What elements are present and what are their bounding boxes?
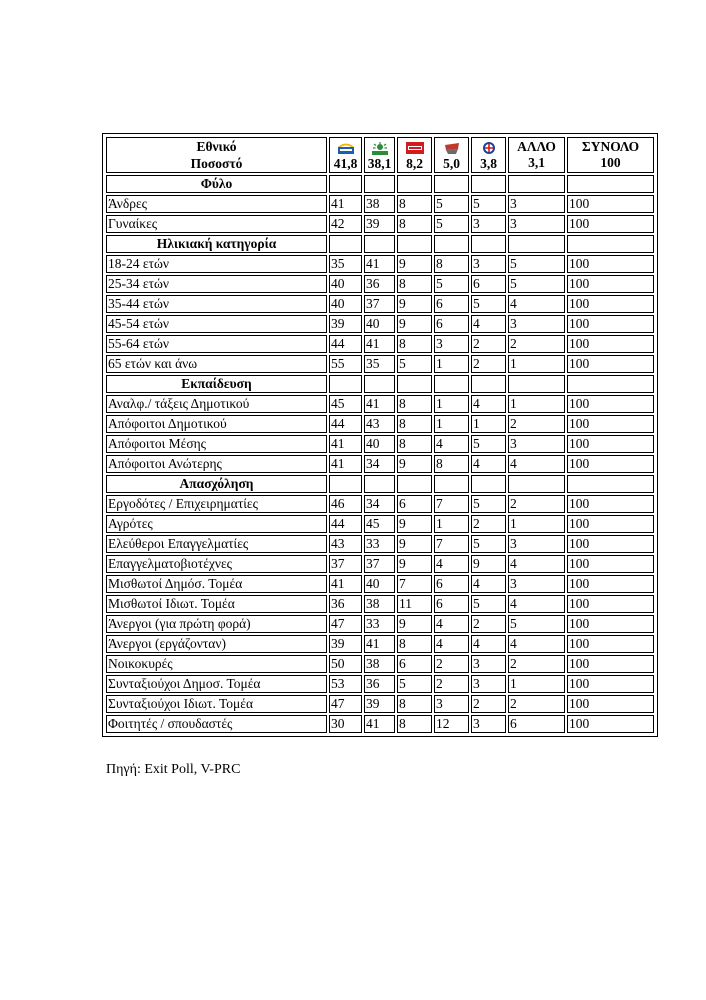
row-label: 25-34 ετών: [106, 275, 327, 293]
row-label: Άνεργοι (για πρώτη φορά): [106, 615, 327, 633]
section-row: [106, 175, 654, 193]
empty-cell: [364, 475, 395, 493]
value-cell: 50: [329, 655, 362, 673]
table-row: [106, 595, 654, 613]
party-logo-laos-icon: [479, 141, 499, 155]
value-cell: 7: [434, 495, 469, 513]
row-label: 18-24 ετών: [106, 255, 327, 273]
value-cell: 38: [364, 195, 395, 213]
value-cell: 4: [508, 555, 565, 573]
value-cell: 8: [434, 455, 469, 473]
value-cell: 3: [434, 335, 469, 353]
value-cell: 1: [508, 515, 565, 533]
header-party-5-value: 3,8: [480, 156, 497, 171]
row-label: Απόφοιτοι Ανώτερης: [106, 455, 327, 473]
header-party-4: [434, 137, 469, 173]
empty-cell: [364, 175, 395, 193]
value-cell: 100: [567, 255, 654, 273]
empty-cell: [397, 175, 432, 193]
value-cell: 100: [567, 595, 654, 613]
row-label: Άνεργοι (εργάζονταν): [106, 635, 327, 653]
value-cell: 1: [508, 395, 565, 413]
table-row: [106, 615, 654, 633]
section-label: Εκπαίδευση: [106, 375, 327, 393]
value-cell: 3: [471, 255, 506, 273]
value-cell: 100: [567, 435, 654, 453]
value-cell: 100: [567, 655, 654, 673]
value-cell: 34: [364, 455, 395, 473]
value-cell: 41: [329, 575, 362, 593]
value-cell: 53: [329, 675, 362, 693]
table-row: [106, 555, 654, 573]
empty-cell: [567, 175, 654, 193]
value-cell: 8: [397, 695, 432, 713]
value-cell: 9: [397, 455, 432, 473]
table-row: [106, 355, 654, 373]
value-cell: 41: [364, 395, 395, 413]
value-cell: 3: [508, 435, 565, 453]
value-cell: 40: [364, 575, 395, 593]
value-cell: 3: [508, 215, 565, 233]
table-row: [106, 275, 654, 293]
row-label: Απόφοιτοι Μέσης: [106, 435, 327, 453]
value-cell: 9: [397, 615, 432, 633]
value-cell: 3: [508, 535, 565, 553]
value-cell: 4: [471, 575, 506, 593]
value-cell: 1: [434, 355, 469, 373]
value-cell: 4: [434, 635, 469, 653]
value-cell: 100: [567, 415, 654, 433]
value-cell: 5: [471, 495, 506, 513]
value-cell: 41: [329, 455, 362, 473]
value-cell: 3: [434, 695, 469, 713]
value-cell: 39: [364, 215, 395, 233]
table-row: [106, 495, 654, 513]
value-cell: 41: [329, 195, 362, 213]
header-party-5: [471, 137, 506, 173]
empty-cell: [508, 375, 565, 393]
value-cell: 12: [434, 715, 469, 733]
value-cell: 7: [434, 535, 469, 553]
value-cell: 8: [397, 215, 432, 233]
value-cell: 6: [397, 495, 432, 513]
value-cell: 5: [434, 215, 469, 233]
value-cell: 36: [329, 595, 362, 613]
source-note: Πηγή: Exit Poll, V-PRC: [106, 762, 241, 777]
header-national-percentage: [106, 137, 327, 173]
value-cell: 2: [471, 355, 506, 373]
table-row: [106, 715, 654, 733]
row-label: 65 ετών και άνω: [106, 355, 327, 373]
value-cell: 9: [397, 555, 432, 573]
table-row: [106, 215, 654, 233]
value-cell: 100: [567, 355, 654, 373]
value-cell: 43: [364, 415, 395, 433]
value-cell: 100: [567, 395, 654, 413]
value-cell: 6: [397, 655, 432, 673]
header-total-value: 100: [600, 155, 621, 170]
empty-cell: [397, 235, 432, 253]
value-cell: 4: [434, 555, 469, 573]
value-cell: 6: [471, 275, 506, 293]
value-cell: 9: [397, 515, 432, 533]
party-logo-nd-icon: [336, 141, 356, 155]
value-cell: 100: [567, 715, 654, 733]
value-cell: 8: [397, 335, 432, 353]
value-cell: 5: [508, 275, 565, 293]
value-cell: 8: [397, 415, 432, 433]
empty-cell: [434, 175, 469, 193]
results-table: [104, 135, 656, 735]
value-cell: 2: [471, 335, 506, 353]
value-cell: 41: [364, 255, 395, 273]
value-cell: 42: [329, 215, 362, 233]
header-party-2-value: 38,1: [367, 156, 392, 171]
results-table-frame: [102, 133, 658, 737]
value-cell: 7: [397, 575, 432, 593]
value-cell: 100: [567, 335, 654, 353]
party-logo-pasok-icon: [370, 141, 390, 155]
empty-cell: [364, 375, 395, 393]
value-cell: 9: [397, 535, 432, 553]
row-label: 35-44 ετών: [106, 295, 327, 313]
row-label: Επαγγελματοβιοτέχνες: [106, 555, 327, 573]
empty-cell: [567, 375, 654, 393]
table-row: [106, 695, 654, 713]
header-party-1-value: 41,8: [333, 156, 358, 171]
empty-cell: [434, 475, 469, 493]
header-label-line1: Εθνικό: [196, 139, 237, 154]
value-cell: 100: [567, 315, 654, 333]
empty-cell: [397, 475, 432, 493]
section-label: Απασχόληση: [106, 475, 327, 493]
table-row: [106, 655, 654, 673]
value-cell: 6: [434, 595, 469, 613]
empty-cell: [364, 235, 395, 253]
empty-cell: [508, 175, 565, 193]
value-cell: 8: [397, 435, 432, 453]
value-cell: 5: [434, 275, 469, 293]
table-row: [106, 515, 654, 533]
header-other: [508, 137, 565, 173]
value-cell: 47: [329, 695, 362, 713]
header-total: [567, 137, 654, 173]
value-cell: 36: [364, 275, 395, 293]
value-cell: 8: [397, 395, 432, 413]
value-cell: 100: [567, 195, 654, 213]
section-row: [106, 475, 654, 493]
value-cell: 3: [471, 215, 506, 233]
value-cell: 41: [364, 635, 395, 653]
row-label: Αναλφ./ τάξεις Δημοτικού: [106, 395, 327, 413]
value-cell: 38: [364, 655, 395, 673]
value-cell: 8: [434, 255, 469, 273]
row-label: Νοικοκυρές: [106, 655, 327, 673]
empty-cell: [471, 175, 506, 193]
value-cell: 8: [397, 635, 432, 653]
section-label: Φύλο: [106, 175, 327, 193]
row-label: Μισθωτοί Δημόσ. Τομέα: [106, 575, 327, 593]
section-label: Ηλικιακή κατηγορία: [106, 235, 327, 253]
value-cell: 100: [567, 535, 654, 553]
table-row: [106, 415, 654, 433]
value-cell: 3: [508, 315, 565, 333]
value-cell: 35: [329, 255, 362, 273]
value-cell: 2: [508, 415, 565, 433]
value-cell: 9: [397, 255, 432, 273]
value-cell: 3: [508, 575, 565, 593]
value-cell: 40: [364, 435, 395, 453]
table-row: [106, 535, 654, 553]
party-logo-syn-icon: [442, 141, 462, 155]
value-cell: 30: [329, 715, 362, 733]
value-cell: 5: [471, 295, 506, 313]
value-cell: 36: [364, 675, 395, 693]
empty-cell: [471, 235, 506, 253]
value-cell: 45: [329, 395, 362, 413]
header-party-2: [364, 137, 395, 173]
value-cell: 4: [471, 395, 506, 413]
value-cell: 39: [329, 635, 362, 653]
value-cell: 41: [329, 435, 362, 453]
value-cell: 100: [567, 215, 654, 233]
party-logo-kke-icon: [405, 141, 425, 155]
value-cell: 35: [364, 355, 395, 373]
header-label-line2: Ποσοστό: [190, 156, 243, 171]
value-cell: 100: [567, 275, 654, 293]
table-row: [106, 195, 654, 213]
table-row: [106, 435, 654, 453]
table-row: [106, 455, 654, 473]
value-cell: 2: [471, 695, 506, 713]
table-row: [106, 295, 654, 313]
value-cell: 39: [329, 315, 362, 333]
row-label: Μισθωτοί Ιδιωτ. Τομέα: [106, 595, 327, 613]
value-cell: 2: [508, 695, 565, 713]
value-cell: 8: [397, 275, 432, 293]
row-label: Εργοδότες / Επιχειρηματίες: [106, 495, 327, 513]
row-label: Φοιτητές / σπουδαστές: [106, 715, 327, 733]
value-cell: 46: [329, 495, 362, 513]
header-other-value: 3,1: [528, 155, 545, 170]
value-cell: 5: [397, 355, 432, 373]
table-header-row: [106, 137, 654, 173]
value-cell: 6: [508, 715, 565, 733]
row-label: Άνδρες: [106, 195, 327, 213]
value-cell: 11: [397, 595, 432, 613]
empty-cell: [397, 375, 432, 393]
table-row: [106, 315, 654, 333]
value-cell: 37: [364, 295, 395, 313]
value-cell: 4: [471, 455, 506, 473]
value-cell: 4: [508, 455, 565, 473]
value-cell: 100: [567, 635, 654, 653]
empty-cell: [508, 235, 565, 253]
value-cell: 4: [508, 595, 565, 613]
table-row: [106, 635, 654, 653]
value-cell: 100: [567, 675, 654, 693]
value-cell: 8: [397, 195, 432, 213]
value-cell: 2: [434, 675, 469, 693]
empty-cell: [434, 235, 469, 253]
value-cell: 37: [364, 555, 395, 573]
value-cell: 2: [471, 515, 506, 533]
value-cell: 39: [364, 695, 395, 713]
value-cell: 3: [508, 195, 565, 213]
row-label: Συνταξιούχοι Δημοσ. Τομέα: [106, 675, 327, 693]
value-cell: 100: [567, 455, 654, 473]
value-cell: 34: [364, 495, 395, 513]
value-cell: 100: [567, 495, 654, 513]
value-cell: 6: [434, 315, 469, 333]
header-party-3-value: 8,2: [406, 156, 423, 171]
value-cell: 5: [471, 595, 506, 613]
value-cell: 43: [329, 535, 362, 553]
value-cell: 37: [329, 555, 362, 573]
table-row: [106, 675, 654, 693]
empty-cell: [329, 375, 362, 393]
row-label: 55-64 ετών: [106, 335, 327, 353]
value-cell: 2: [434, 655, 469, 673]
value-cell: 1: [508, 675, 565, 693]
header-total-label: ΣΥΝΟΛΟ: [581, 139, 640, 154]
table-row: [106, 335, 654, 353]
header-other-label: ΑΛΛΟ: [517, 139, 556, 154]
empty-cell: [471, 475, 506, 493]
value-cell: 100: [567, 295, 654, 313]
header-party-4-value: 5,0: [443, 156, 460, 171]
value-cell: 44: [329, 415, 362, 433]
section-row: [106, 375, 654, 393]
table-row: [106, 255, 654, 273]
value-cell: 40: [329, 275, 362, 293]
value-cell: 41: [364, 335, 395, 353]
value-cell: 1: [508, 355, 565, 373]
value-cell: 2: [508, 495, 565, 513]
table-row: [106, 395, 654, 413]
value-cell: 1: [434, 415, 469, 433]
value-cell: 33: [364, 615, 395, 633]
table-row: [106, 575, 654, 593]
section-row: [106, 235, 654, 253]
value-cell: 3: [471, 655, 506, 673]
value-cell: 33: [364, 535, 395, 553]
empty-cell: [329, 475, 362, 493]
value-cell: 5: [471, 195, 506, 213]
empty-cell: [434, 375, 469, 393]
value-cell: 2: [471, 615, 506, 633]
empty-cell: [508, 475, 565, 493]
value-cell: 45: [364, 515, 395, 533]
value-cell: 9: [471, 555, 506, 573]
value-cell: 40: [329, 295, 362, 313]
value-cell: 2: [508, 335, 565, 353]
value-cell: 100: [567, 515, 654, 533]
value-cell: 5: [434, 195, 469, 213]
empty-cell: [329, 235, 362, 253]
empty-cell: [567, 235, 654, 253]
value-cell: 9: [397, 315, 432, 333]
row-label: Αγρότες: [106, 515, 327, 533]
value-cell: 3: [471, 715, 506, 733]
header-party-1: [329, 137, 362, 173]
empty-cell: [329, 175, 362, 193]
value-cell: 55: [329, 355, 362, 373]
value-cell: 4: [508, 635, 565, 653]
header-party-3: [397, 137, 432, 173]
value-cell: 1: [434, 395, 469, 413]
value-cell: 6: [434, 575, 469, 593]
value-cell: 100: [567, 555, 654, 573]
value-cell: 3: [471, 675, 506, 693]
value-cell: 38: [364, 595, 395, 613]
row-label: Γυναίκες: [106, 215, 327, 233]
value-cell: 41: [364, 715, 395, 733]
row-label: Ελεύθεροι Επαγγελματίες: [106, 535, 327, 553]
value-cell: 2: [508, 655, 565, 673]
value-cell: 1: [471, 415, 506, 433]
value-cell: 44: [329, 335, 362, 353]
value-cell: 1: [434, 515, 469, 533]
value-cell: 5: [471, 535, 506, 553]
value-cell: 5: [397, 675, 432, 693]
value-cell: 9: [397, 295, 432, 313]
value-cell: 100: [567, 575, 654, 593]
row-label: 45-54 ετών: [106, 315, 327, 333]
value-cell: 4: [434, 615, 469, 633]
value-cell: 4: [471, 315, 506, 333]
value-cell: 40: [364, 315, 395, 333]
value-cell: 100: [567, 695, 654, 713]
value-cell: 44: [329, 515, 362, 533]
value-cell: 5: [508, 615, 565, 633]
value-cell: 5: [508, 255, 565, 273]
row-label: Απόφοιτοι Δημοτικού: [106, 415, 327, 433]
value-cell: 4: [434, 435, 469, 453]
value-cell: 4: [471, 635, 506, 653]
value-cell: 100: [567, 615, 654, 633]
value-cell: 4: [508, 295, 565, 313]
value-cell: 6: [434, 295, 469, 313]
empty-cell: [567, 475, 654, 493]
value-cell: 47: [329, 615, 362, 633]
empty-cell: [471, 375, 506, 393]
value-cell: 5: [471, 435, 506, 453]
row-label: Συνταξιούχοι Ιδιωτ. Τομέα: [106, 695, 327, 713]
value-cell: 8: [397, 715, 432, 733]
